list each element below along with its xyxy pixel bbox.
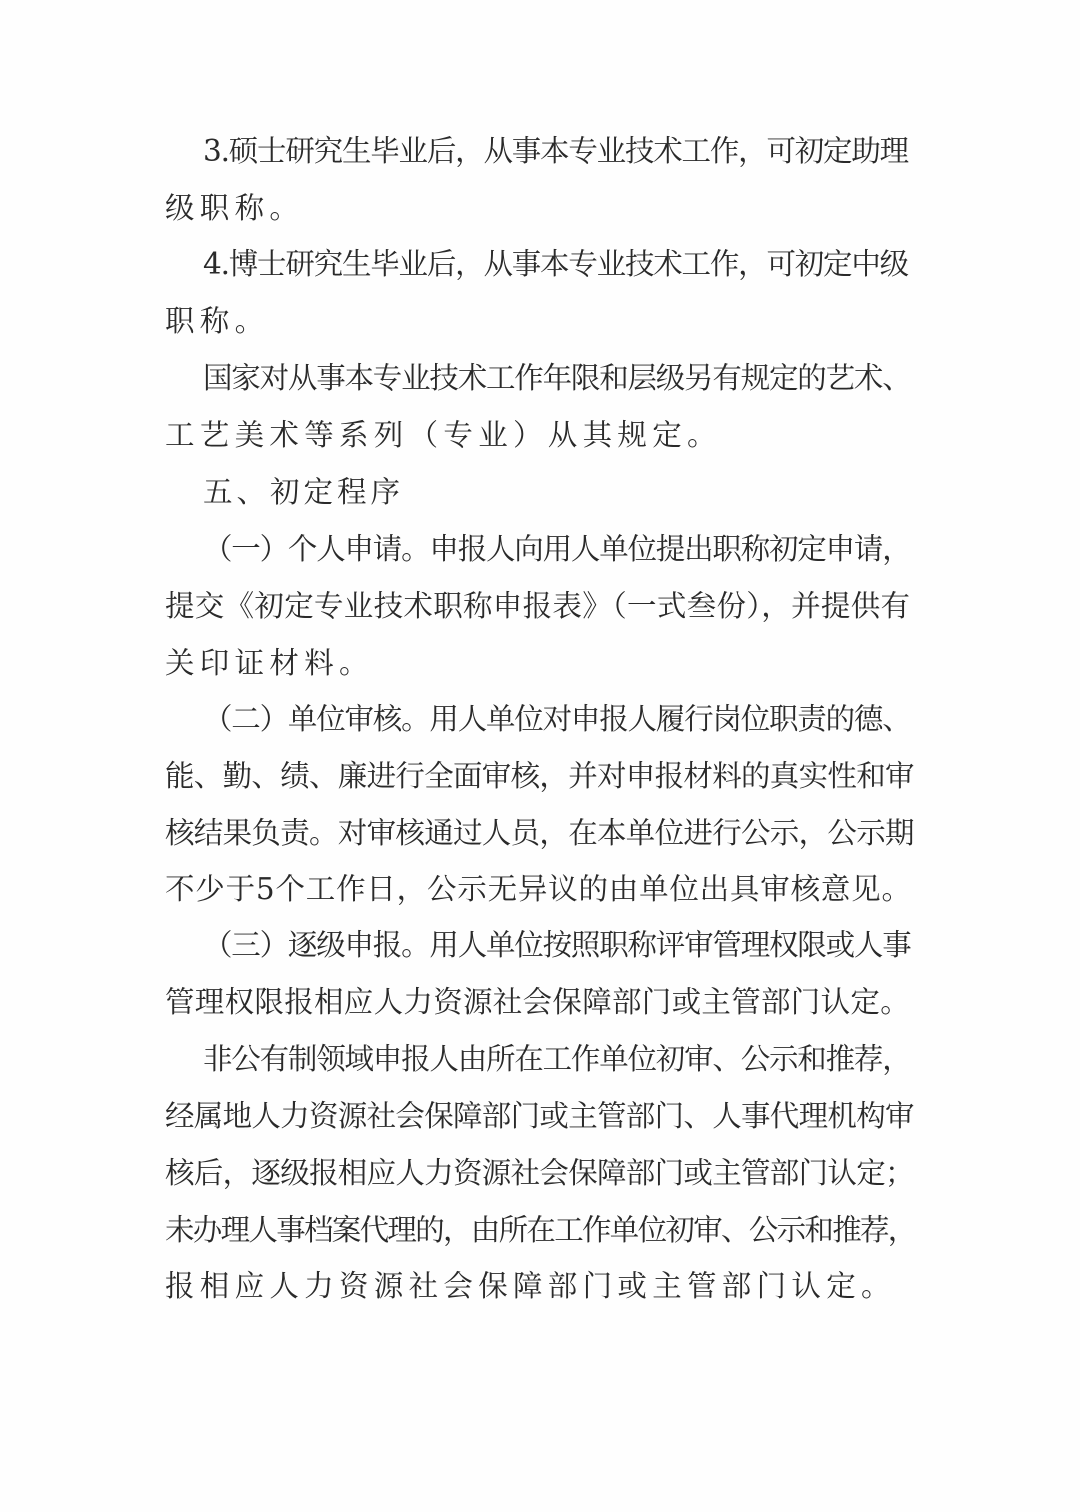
step-2-line-4: 不少于5个工作日，公示无异议的由单位出具审核意见。: [165, 872, 912, 906]
step-3-line-2: 管理权限报相应人力资源社会保障部门或主管部门认定。: [165, 985, 911, 1019]
step-1-line-1: （一）个人申请。申报人向用人单位提出职称初定申请，: [203, 532, 911, 566]
item-4-line-1: 4.博士研究生毕业后，从事本专业技术工作，可初定中级: [203, 247, 908, 281]
step-1-line-3: 关印证材料。: [165, 646, 374, 680]
step-2-line-2: 能、勤、绩、廉进行全面审核，并对申报材料的真实性和审: [165, 759, 914, 793]
section-heading: 五、初定程序: [203, 475, 405, 509]
step-1-line-2: 提交《初定专业技术职称申报表》（一式叁份），并提供有: [165, 589, 911, 623]
step-2-line-1: （二）单位审核。用人单位对申报人履行岗位职责的德、: [203, 702, 911, 736]
non-public-line-2: 经属地人力资源社会保障部门或主管部门、人事代理机构审: [165, 1099, 914, 1133]
non-public-line-3: 核后，逐级报相应人力资源社会保障部门或主管部门认定；: [165, 1156, 914, 1190]
item-3-line-2: 级职称。: [165, 191, 305, 225]
item-4-line-2: 职称。: [165, 304, 270, 338]
item-3-line-1: 3.硕士研究生毕业后，从事本专业技术工作，可初定助理: [203, 134, 908, 168]
non-public-line-5: 报相应人力资源社会保障部门或主管部门认定。: [165, 1269, 896, 1303]
step-3-line-1: （三）逐级申报。用人单位按照职称评审管理权限或人事: [203, 928, 911, 962]
non-public-line-1: 非公有制领域申报人由所在工作单位初审、公示和推荐，: [203, 1042, 911, 1076]
note-arts-line-1: 国家对从事本专业技术工作年限和层级另有规定的艺术、: [203, 361, 911, 395]
non-public-line-4: 未办理人事档案代理的，由所在工作单位初审、公示和推荐，: [165, 1213, 916, 1247]
note-arts-line-2: 工艺美术等系列（专业）从其规定。: [165, 418, 722, 452]
step-2-line-3: 核结果负责。对审核通过人员，在本单位进行公示，公示期: [165, 816, 914, 850]
